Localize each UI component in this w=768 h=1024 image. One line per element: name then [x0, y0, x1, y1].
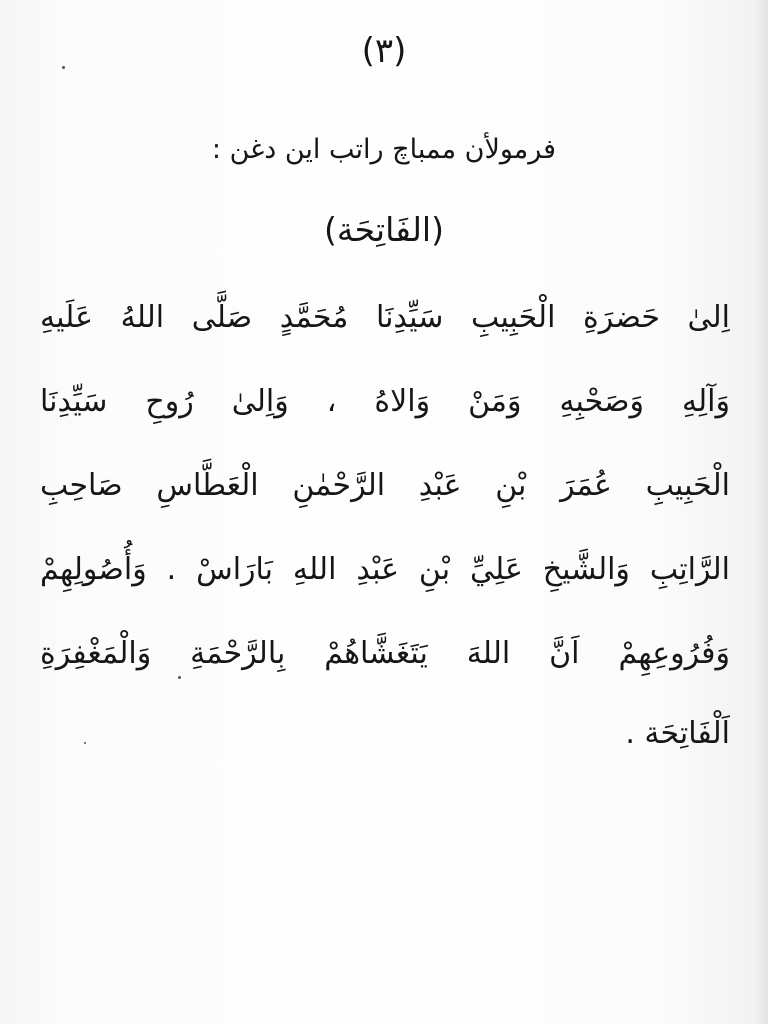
prayer-text — [40, 282, 730, 762]
intro-line: فرمولأن ممباچ راتب این دغن : — [211, 134, 557, 165]
text-line: اِلىٰ حَضرَةِ الْحَبِيبِ سَيِّدِنَا مُحَمَّدٍ صَلَّى اللهُ عَلَيهِ — [40, 300, 730, 335]
text-line: الْحَبِيبِ عُمَرَ بْنِ عَبْدِ الرَّحْمٰنِ الْعَطَّاسِ صَاحِبِ — [40, 468, 730, 503]
section-heading: (الفَاتِحَة) — [324, 210, 444, 249]
text-line: وَآلِهِ وَصَحْبِهِ وَمَنْ وَالاهُ ، وَاِلىٰ رُوحِ سَيِّدِنَا — [40, 384, 730, 419]
text-line: وَفُرُوعِهِمْ اَنَّ اللهَ يَتَغَشَّاهُمْ بِالرَّحْمَةِ وَالْمَغْفِرَةِ — [40, 636, 730, 671]
page-number: (٣) — [361, 31, 407, 71]
text-line: اَلْفَاتِحَة . — [625, 716, 730, 751]
text-line: الرَّاتِبِ وَالشَّيخِ عَلِيِّ بْنِ عَبْدِ اللهِ بَارَاسْ . وَأُصُولِهِمْ — [40, 552, 730, 587]
